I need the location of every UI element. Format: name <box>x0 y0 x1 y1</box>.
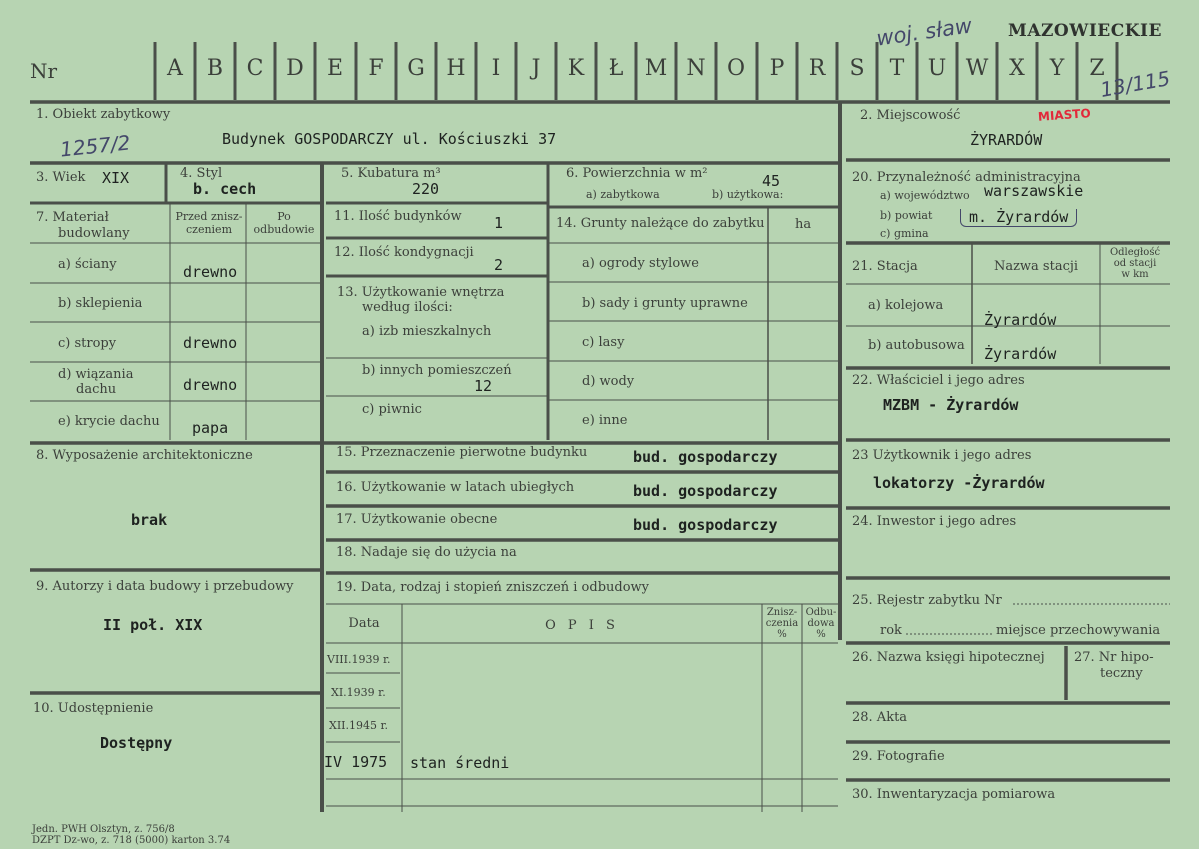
admin-commune-label: c) gmina <box>880 227 929 240</box>
material-ceilings-before: drewno <box>183 334 238 352</box>
admin-label: 20. Przynależność administracyjna <box>852 170 1081 185</box>
damage-row-date: IV 1975 <box>324 753 388 771</box>
age-value: XIX <box>102 169 130 187</box>
material-roofing-before: papa <box>192 419 229 437</box>
volume-label: 5. Kubatura m³ <box>341 166 441 181</box>
material-walls-label: a) ściany <box>58 257 117 272</box>
handwritten-top-note: woj. sław <box>874 13 974 51</box>
usage-cellars-label: c) piwnic <box>362 402 422 417</box>
owner-value: MZBM - Żyrardów <box>883 396 1019 414</box>
damage-row-date: XII.1945 r. <box>329 719 389 732</box>
letter-cell-3: C <box>246 56 264 81</box>
mortgage-book-label: 26. Nazwa księgi hipotecznej <box>852 650 1045 665</box>
authors-value: II poł. XIX <box>103 616 203 634</box>
material-vaults-label: b) sklepienia <box>58 296 143 311</box>
printer-footer-1: Jedn. PWH Olsztyn, z. 756/8 <box>32 824 175 835</box>
access-label: 10. Udostępnienie <box>33 701 154 716</box>
grounds-forests: c) lasy <box>582 335 625 350</box>
usage-other-rooms-label: b) innych pomieszczeń <box>362 363 512 378</box>
inventory-label: 30. Inwentaryzacja pomiarowa <box>852 787 1056 802</box>
letter-cell-12: Ł <box>608 56 624 81</box>
letter-cell-21: W <box>965 56 989 81</box>
register-year-label: rok <box>880 623 902 638</box>
user-value: lokatorzy -Żyrardów <box>873 474 1045 492</box>
admin-county-label: b) powiat <box>880 209 933 222</box>
age-label: 3. Wiek <box>36 170 86 185</box>
material-walls-before: drewno <box>183 263 238 281</box>
station-distance-header-2: od stacji <box>1113 258 1157 269</box>
handwritten-number: 13/115 <box>1098 66 1172 102</box>
letter-cell-14: N <box>686 56 706 81</box>
storeys-value: 2 <box>494 256 504 274</box>
letter-cell-6: F <box>368 56 384 81</box>
original-purpose-value: bud. gospodarczy <box>633 448 778 466</box>
voivodeship-stamp: MAZOWIECKIE <box>1008 21 1162 41</box>
equipment-value: brak <box>131 511 168 529</box>
letter-cell-8: H <box>446 56 466 81</box>
mortgage-number-label-2: teczny <box>1100 666 1143 681</box>
buildings-count-label: 11. Ilość budynków <box>334 209 462 224</box>
letter-cell-2: B <box>206 56 224 81</box>
material-trusses-label-2: dachu <box>76 382 117 397</box>
style-value: b. cech <box>193 180 257 198</box>
place-value: ŻYRARDÓW <box>970 131 1043 149</box>
place-label: 2. Miejscowość <box>860 108 961 123</box>
owner-label: 22. Właściciel i jego adres <box>852 373 1025 388</box>
handwritten-reference: 1257/2 <box>58 130 132 162</box>
place-red-note: MIASTO <box>1037 106 1092 124</box>
before-destruction-label-2: czeniem <box>185 223 232 236</box>
letter-cell-22: X <box>1009 56 1025 81</box>
station-name-header: Nazwa stacji <box>993 259 1079 274</box>
damage-row-description: stan średni <box>410 754 510 772</box>
current-usage-label: 17. Użytkowanie obecne <box>336 512 498 527</box>
damage-col-rebuild-3: % <box>816 629 826 640</box>
grounds-unit: ha <box>795 217 812 232</box>
user-label: 23 Użytkownik i jego adres <box>852 448 1032 463</box>
usage-living-rooms-label: a) izb mieszkalnych <box>362 324 492 339</box>
area-usable-value: 45 <box>762 172 781 190</box>
damage-col-description: O P I S <box>545 618 619 633</box>
letter-cell-19: T <box>889 56 905 81</box>
station-rail-label: a) kolejowa <box>868 298 944 313</box>
register-place-label: miejsce przechowywania <box>996 623 1161 638</box>
original-purpose-label: 15. Przeznaczenie pierwotne budynku <box>336 445 588 460</box>
area-usable-label: b) użytkowa: <box>712 188 784 201</box>
letter-cell-16: P <box>769 56 785 81</box>
station-rail-value: Żyrardów <box>984 311 1057 329</box>
damage-col-rebuild-2: dowa <box>807 618 835 629</box>
volume-value: 220 <box>412 180 440 198</box>
material-roofing-label: e) krycie dachu <box>58 414 160 429</box>
past-usage-label: 16. Użytkowanie w latach ubiegłych <box>336 480 575 495</box>
printer-footer-2: DZPT Dz-wo, z. 718 (5000) karton 3.74 <box>32 835 231 846</box>
grounds-waters: d) wody <box>582 374 635 389</box>
letter-cell-20: U <box>927 56 947 81</box>
material-ceilings-label: c) stropy <box>58 336 117 351</box>
letter-cell-13: M <box>644 56 668 81</box>
letter-cell-7: G <box>407 56 425 81</box>
material-trusses-label: d) wiązania <box>58 367 134 382</box>
letter-cell-11: K <box>567 56 585 81</box>
nr-label: Nr <box>30 59 58 83</box>
buildings-count-value: 1 <box>494 214 504 232</box>
admin-voivodeship-value: warszawskie <box>984 182 1084 200</box>
object-label: 1. Obiekt zabytkowy <box>36 107 171 122</box>
equipment-label: 8. Wyposażenie architektoniczne <box>36 448 253 463</box>
past-usage-value: bud. gospodarczy <box>633 482 778 500</box>
register-label: 25. Rejestr zabytku Nr <box>852 593 1002 608</box>
photos-label: 29. Fotografie <box>852 749 945 764</box>
material-trusses-before: drewno <box>183 376 238 394</box>
grounds-orchards: b) sady i grunty uprawne <box>582 296 748 311</box>
damage-col-rebuild-1: Odbu- <box>805 607 837 618</box>
area-label: 6. Powierzchnia w m² <box>566 166 708 181</box>
mortgage-number-label: 27. Nr hipo- <box>1074 650 1154 665</box>
damage-section-label: 19. Data, rodzaj i stopień zniszczeń i odbudowy <box>336 580 650 595</box>
before-destruction-label: Przed znisz- <box>175 210 243 223</box>
station-bus-value: Żyrardów <box>984 345 1057 363</box>
material-label: 7. Materiał <box>36 210 109 225</box>
storeys-label: 12. Ilość kondygnacji <box>334 245 474 260</box>
letter-cell-4: D <box>286 56 304 81</box>
damage-row-date: VIII.1939 r. <box>327 653 391 666</box>
letter-cell-15: O <box>726 56 746 81</box>
letter-cell-1: A <box>167 56 183 81</box>
usage-other-rooms-value: 12 <box>474 377 493 395</box>
area-historic-label: a) zabytkowa <box>586 188 660 201</box>
object-value: Budynek GOSPODARCZY ul. Kościuszki 37 <box>222 130 557 148</box>
admin-voivodeship-label: a) województwo <box>880 189 970 202</box>
letter-cell-18: S <box>849 56 865 81</box>
damage-row-date: XI.1939 r. <box>331 686 386 699</box>
damage-col-destruction-2: czenia <box>765 618 799 629</box>
current-usage-value: bud. gospodarczy <box>633 516 778 534</box>
style-label: 4. Styl <box>180 166 223 181</box>
damage-col-destruction-1: Znisz- <box>766 607 798 618</box>
grounds-gardens: a) ogrody stylowe <box>582 256 699 271</box>
authors-label: 9. Autorzy i data budowy i przebudowy <box>36 579 294 594</box>
damage-col-date: Data <box>348 616 380 631</box>
letter-cell-17: R <box>808 56 826 81</box>
station-distance-header-3: w km <box>1121 269 1149 280</box>
interior-usage-label: 13. Użytkowanie wnętrza <box>337 285 505 300</box>
damage-col-destruction-3: % <box>777 629 787 640</box>
material-label-2: budowlany <box>58 226 130 241</box>
after-rebuild-label-2: odbudowie <box>253 223 315 236</box>
files-label: 28. Akta <box>852 710 908 725</box>
interior-usage-label-2: według ilości: <box>362 300 453 315</box>
letter-cell-23: Y <box>1049 56 1065 81</box>
suitable-use-label: 18. Nadaje się do użycia na <box>336 545 517 560</box>
admin-county-value: m. Żyrardów <box>960 209 1077 227</box>
after-rebuild-label: Po <box>277 210 291 223</box>
station-bus-label: b) autobusowa <box>868 338 965 353</box>
grounds-other: e) inne <box>582 413 628 428</box>
station-label: 21. Stacja <box>852 259 918 274</box>
grounds-label: 14. Grunty należące do zabytku <box>556 216 765 231</box>
letter-cell-5: E <box>326 56 344 81</box>
station-distance-header-1: Odległość <box>1109 247 1161 258</box>
investor-label: 24. Inwestor i jego adres <box>852 514 1017 529</box>
letter-cell-9: I <box>491 56 501 81</box>
letter-cell-10: J <box>531 56 541 81</box>
access-value: Dostępny <box>100 734 173 752</box>
letter-cell-24: Z <box>1089 56 1105 81</box>
